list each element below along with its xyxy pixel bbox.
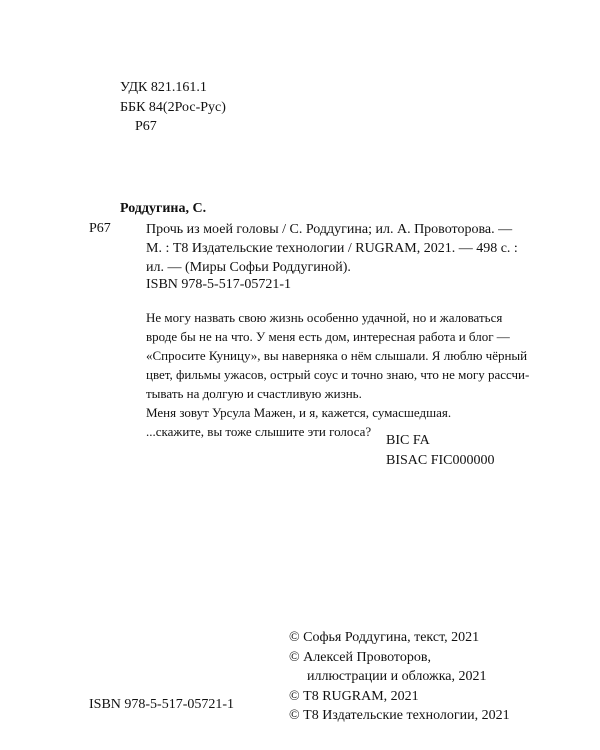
annotation-line: ...скажите, вы тоже слышите эти голоса? [146,424,372,439]
annotation [146,308,530,441]
description-line: М. : Т8 Издательские технологии / RUGRAM, 2021. — 498 с. : [146,241,518,256]
annotation-line: тывать на долгую и счастливую жизнь. [146,386,362,401]
bisac-code: BISAC FIC000000 [386,453,495,468]
description-line: ил. — (Миры Софьи Роддугиной). [146,260,351,275]
udc-code: УДК 821.161.1 [120,80,207,95]
subject-codes [386,431,495,471]
bbk-code: ББК 84(2Рос-Рус) [120,100,226,115]
copyright-block [289,628,510,726]
description-line: Прочь из моей головы / С. Роддугина; ил. А. Провоторова. — [146,222,513,237]
annotation-line: цвет, фильмы ужасов, острый соус и точно знаю, что не могу рассчи- [146,367,530,382]
author-sign-top: Р67 [135,119,157,134]
bic-code: BIC FA [386,433,430,448]
copyright-line: иллюстрации и обложка, 2021 [307,669,487,684]
annotation-line: Меня зовут Урсула Мажен, и я, кажется, сумасшедшая. [146,405,452,420]
annotation-line: Не могу назвать свою жизнь особенно удачной, но и жаловаться [146,310,503,325]
author-heading: Роддугина, С. [120,201,207,216]
author-sign: Р67 [89,221,111,236]
bibliographic-description [146,220,518,277]
isbn-catalog: ISBN 978-5-517-05721-1 [146,277,292,292]
annotation-line: вроде бы не на что. У меня есть дом, интересная работа и блог — [146,329,510,344]
copyright-line: © Т8 RUGRAM, 2021 [289,688,419,704]
annotation-line: «Спросите Куницу», вы наверняка о нём слышали. Я люблю чёрный [146,348,528,363]
copyright-line: © Софья Роддугина, текст, 2021 [289,630,480,645]
isbn-bottom: ISBN 978-5-517-05721-1 [89,697,235,712]
copyright-line: © Т8 Издательские технологии, 2021 [289,708,510,723]
copyright-line: © Алексей Провоторов, [289,649,431,665]
